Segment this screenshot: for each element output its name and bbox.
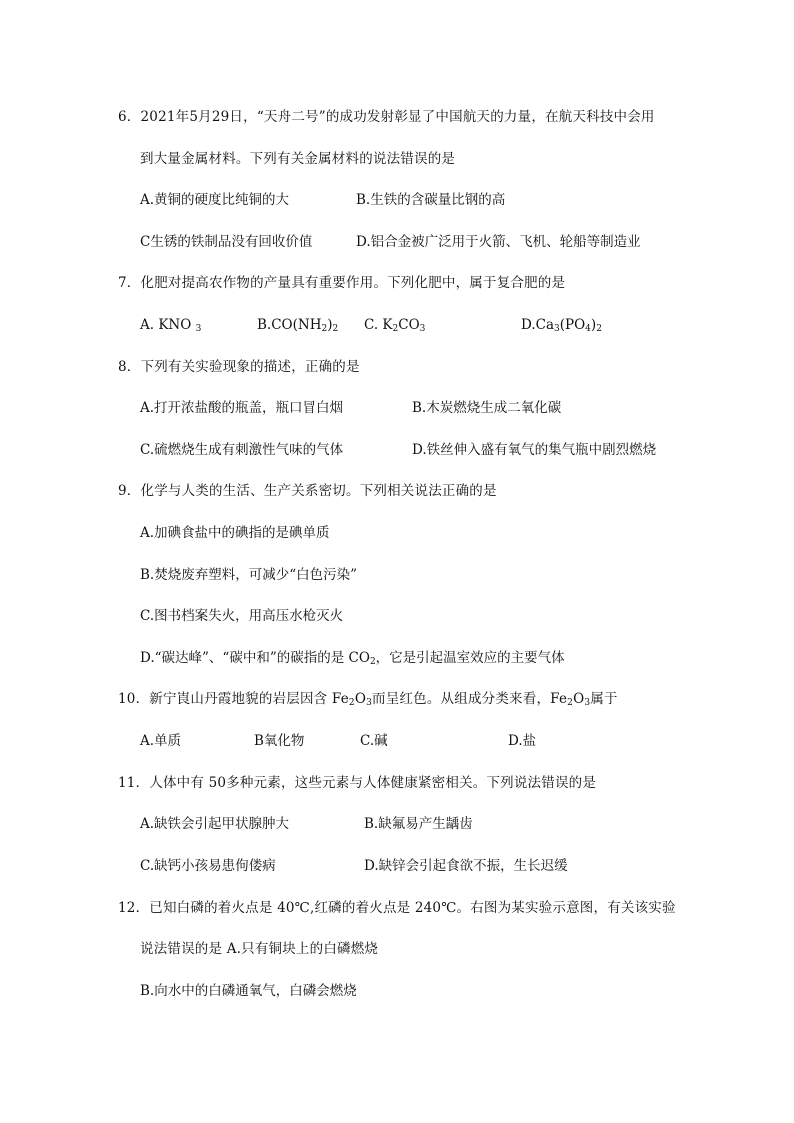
q7-stem: 7．化肥对提高农作物的产量具有重要作用。下列化肥中，属于复合肥的是 xyxy=(118,275,566,291)
q8-option-a: A.打开浓盐酸的瓶盖，瓶口冒白烟 xyxy=(140,400,344,416)
q10-post: 属于 xyxy=(590,691,618,707)
q9-option-b: B.焚烧废弃塑料，可减少“白色污染” xyxy=(140,567,358,583)
q9-d-sub: 2 xyxy=(369,657,376,667)
q11-option-d: D.缺锌会引起食欲不振，生长迟缓 xyxy=(364,858,568,874)
q11-option-a: A.缺铁会引起甲状腺肿大 xyxy=(140,816,290,832)
q7-option-b xyxy=(257,315,338,339)
q10-stem-pre: 10．新宁崀山丹霞地貌的岩层因含 Fe xyxy=(118,691,349,707)
q7-option-d xyxy=(521,315,602,339)
q7-d-mid: (PO xyxy=(559,317,586,333)
q7-option-c xyxy=(364,315,425,339)
q11-stem: 11．人体中有 50多种元素，这些元素与人体健康紧密相关。下列说法错误的是 xyxy=(118,775,597,791)
q8-stem: 8．下列有关实验现象的描述，正确的是 xyxy=(118,359,360,375)
q7-b-sub: 2 xyxy=(321,324,328,334)
q10-sub1: 2 xyxy=(348,698,355,708)
q7-c-sub2: 3 xyxy=(419,324,426,334)
q7-b-sub2: 2 xyxy=(332,324,339,334)
q10-sub2: 3 xyxy=(366,698,373,708)
q7-d-sub: 3 xyxy=(554,324,560,334)
q7-option-a xyxy=(140,315,201,339)
q6-option-b: B.生铁的含碳量比钢的高 xyxy=(356,192,506,208)
q10-option-b: B氧化物 xyxy=(254,733,305,749)
q6-stem-line2: 到大量金属材料。下列有关金属材料的说法错误的是 xyxy=(140,151,456,167)
q9-option-a: A.加碘食盐中的碘指的是碘单质 xyxy=(140,525,330,541)
q8-option-b: B.木炭燃烧生成二氧化碳 xyxy=(412,400,562,416)
q8-option-d: D.铁丝伸入盛有氧气的集气瓶中剧烈燃烧 xyxy=(412,442,657,458)
q7-b-post: ) xyxy=(327,317,333,333)
q10-mid2: 而呈红色。从组成分类来看，Fe xyxy=(372,691,568,707)
q6-option-c: C生锈的铁制品没有回收价值 xyxy=(140,234,313,250)
q10-option-a: A.单质 xyxy=(140,733,182,749)
q9-option-c: C.图书档案失火，用高压水枪灭火 xyxy=(140,608,344,624)
q7-c-text: C. K xyxy=(364,317,393,333)
q8-option-c: C.硫燃烧生成有刺激性气味的气体 xyxy=(140,442,344,458)
q7-d-sub3: 2 xyxy=(596,324,602,334)
q12-stem-line2: 说法错误的是 A.只有铜块上的白磷燃烧 xyxy=(140,941,379,957)
q10-option-d: D.盐 xyxy=(508,733,537,749)
q11-option-c: C.缺钙小孩易患佝偻病 xyxy=(140,858,276,874)
q11-option-b: B.缺氟易产生龋齿 xyxy=(364,816,473,832)
q7-c-sub: 2 xyxy=(392,324,399,334)
q7-c-mid: CO xyxy=(398,317,420,333)
q9-d-post: ，它是引起温室效应的主要气体 xyxy=(375,650,565,666)
q10-mid1: O xyxy=(354,691,367,707)
q7-d-post: ) xyxy=(590,317,597,333)
q9-d-text: D.“碳达峰”、“碳中和”的碳指的是 CO xyxy=(140,650,370,666)
q10-sub3: 2 xyxy=(567,698,574,708)
q7-d-sub2: 4 xyxy=(585,324,591,334)
q7-d-text: D.Ca xyxy=(521,317,555,333)
q6-option-a: A.黄铜的硬度比纯铜的大 xyxy=(140,192,290,208)
q10-stem xyxy=(118,689,618,713)
q9-option-d xyxy=(140,648,565,672)
q9-stem: 9．化学与人类的生活、生产关系密切。下列相关说法正确的是 xyxy=(118,483,497,499)
q7-a-sub: 3 xyxy=(195,324,202,334)
q12-option-b: B.向水中的白磷通氧气，白磷会燃烧 xyxy=(140,983,357,999)
q7-a-text: A. KNO xyxy=(140,317,192,333)
q6-option-d: D.铝合金被广泛用于火箭、飞机、轮船等制造业 xyxy=(356,234,641,250)
q10-sub4: 3 xyxy=(584,698,591,708)
q10-mid3: O xyxy=(573,691,585,707)
q6-stem-line1: 6．2021年5月29日，“天舟二号”的成功发射彰显了中国航天的力量，在航天科技中会用 xyxy=(118,109,655,125)
q7-b-text: B.CO(NH xyxy=(257,317,322,333)
q12-stem-line1: 12．已知白磷的着火点是 40℃,红磷的着火点是 240℃。右图为某实验示意图，有关该实验 xyxy=(118,900,676,916)
q10-option-c: C.碱 xyxy=(360,733,388,749)
